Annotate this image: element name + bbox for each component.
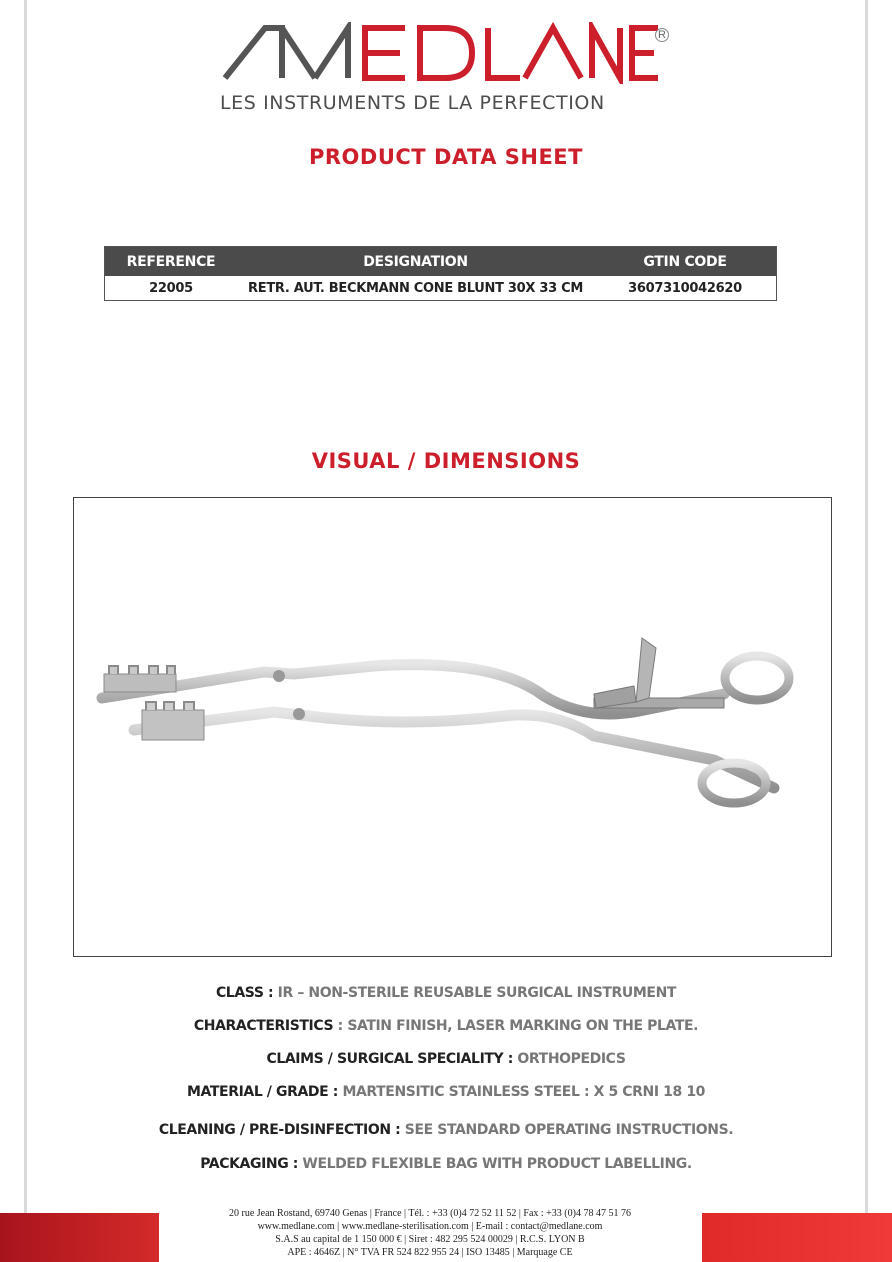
footer-company-info (160, 1207, 700, 1259)
footer-red-band-right (702, 1213, 892, 1262)
spec-class-value: IR – NON-STERILE REUSABLE SURGICAL INSTRUMENT (273, 985, 677, 1001)
cell-gtin-code: 3607310042620 (628, 280, 742, 296)
spec-material-label: MATERIAL / GRADE : (187, 1084, 338, 1100)
spec-claims-value: ORTHOPEDICS (512, 1051, 626, 1067)
product-reference-table (104, 246, 777, 301)
spec-cleaning-value: SEE STANDARD OPERATING INSTRUCTIONS. (400, 1122, 734, 1138)
footer-registration: APE : 4646Z | N° TVA FR 524 822 955 24 | ISO 13485 | Marquage CE (287, 1247, 573, 1258)
spec-cleaning-label: CLEANING / PRE-DISINFECTION : (158, 1122, 401, 1138)
table-header-row (105, 247, 777, 277)
spec-claims (0, 1051, 892, 1067)
spec-material (0, 1084, 892, 1100)
spec-characteristics-value: : SATIN FINISH, LASER MARKING ON THE PLATE. (333, 1018, 699, 1034)
table-row (105, 276, 777, 301)
spec-packaging (0, 1156, 892, 1172)
registered-mark: R (655, 28, 669, 42)
footer-red-band-left (0, 1213, 159, 1262)
footer-websites: www.medlane.com | www.medlane-sterilisation.com | E-mail : contact@medlane.com (257, 1221, 603, 1232)
visual-dimensions-title: VISUAL / DIMENSIONS (311, 449, 581, 473)
product-visual-frame (73, 497, 832, 957)
spec-characteristics (0, 1018, 892, 1034)
brand-tagline: LES INSTRUMENTS DE LA PERFECTION (220, 92, 605, 114)
spec-cleaning (0, 1122, 892, 1138)
footer-legal: S.A.S au capital de 1 150 000 € | Siret : 482 295 524 00029 | R.C.S. LYON B (275, 1234, 585, 1245)
header-gtin-code: GTIN CODE (594, 247, 777, 277)
spec-class-label: CLASS : (215, 985, 274, 1001)
spec-packaging-label: PACKAGING : (200, 1156, 298, 1172)
medlane-logo (220, 22, 680, 117)
spec-characteristics-label: CHARACTERISTICS (193, 1018, 334, 1034)
spec-claims-label: CLAIMS / SURGICAL SPECIALITY : (266, 1051, 513, 1067)
medlane-wordmark (220, 22, 660, 84)
footer-address: 20 rue Jean Rostand, 69740 Genas | France | Tél. : +33 (0)4 72 52 11 52 | Fax : +33 (0)4 78 47 51 76 (229, 1208, 631, 1219)
cell-reference: 22005 (149, 280, 193, 296)
spec-class (0, 985, 892, 1001)
header-designation: DESIGNATION (237, 247, 594, 277)
spec-packaging-value: WELDED FLEXIBLE BAG WITH PRODUCT LABELLING. (297, 1156, 692, 1172)
spec-material-value: MARTENSITIC STAINLESS STEEL : X 5 CRNI 18 10 (337, 1084, 705, 1100)
retractor-image (74, 498, 831, 956)
header-reference: REFERENCE (105, 247, 238, 277)
product-data-sheet-title: PRODUCT DATA SHEET (309, 145, 583, 169)
cell-designation: RETR. AUT. BECKMANN CONE BLUNT 30X 33 CM (248, 280, 583, 296)
